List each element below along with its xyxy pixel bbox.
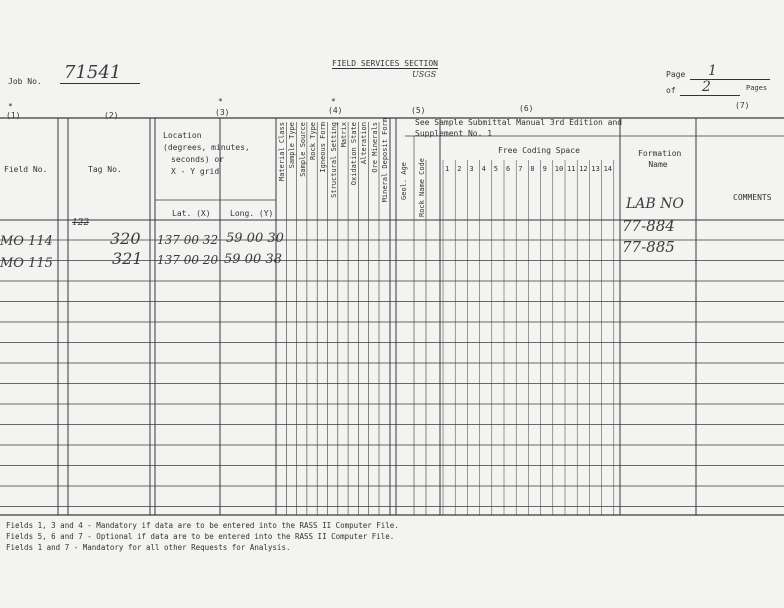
field-no-header: Field No. [4,165,48,174]
property-header: Rock Type [308,122,317,160]
coding-number: 6 [506,165,511,173]
footer-note-2: Fields 5, 6 and 7 - Optional if data are to be entered into the RASS II Computer File. [6,532,395,541]
col-number-7: (7) [735,101,750,110]
comments-header: COMMENTS [733,193,772,202]
row1-long: 59 00 30 [226,231,284,246]
col-number-6: (6) [519,104,534,113]
row2-long: 59 00 38 [224,252,282,267]
property-header: Alteration [360,122,369,165]
page-number: 1 [690,63,770,80]
col-number-2: (2) [104,111,119,120]
lat-header: Lat. (X) [172,209,211,218]
property-header: Mineral Deposit Form [381,118,389,203]
row1-lat: 137 00 32 [157,233,219,247]
property-header: Structural Setting [329,122,338,198]
coding-number: 3 [469,165,474,173]
property-header: Matrix [339,122,348,148]
of-label: of [666,86,676,95]
col-number-5: (5) [411,106,426,115]
coding-number: 9 [542,165,547,173]
property-header: Sample Type [288,122,297,169]
coding-number: 11 [567,165,576,173]
manual-note: See Sample Submittal Manual 3rd Edition and Supplement No. 1 [415,118,623,138]
coding-number: 2 [457,165,462,173]
property-header: Material Class [278,122,286,182]
col-number-3: (3) [215,108,230,117]
job-number: 71541 [60,62,140,84]
lab-no-label: LAB NO [626,196,684,212]
property-header: Oxidation State [350,122,359,186]
property-header: Ore Minerals [370,122,379,173]
property-header: Igneous Form [319,122,328,173]
pages-label: Pages [746,84,768,92]
tag-no-header: Tag No. [88,165,122,174]
row1-field-no: MO 114 [0,234,53,249]
row1-tag-strike: 122 [72,218,90,228]
formation-header: Formation Name [638,149,682,169]
row2-formation: 77-885 [622,238,675,256]
mark-field-1: * [8,102,13,111]
footer-note-1: Fields 1, 3 and 4 - Mandatory if data are to be entered into the RASS II Computer File. [6,521,399,530]
coding-number: 14 [603,165,613,173]
col-number-1: (1) [6,111,21,120]
coding-number: 13 [591,165,600,173]
footer-note-3: Fields 1 and 7 - Mandatory for all other Requests for Analysis. [6,543,291,552]
coding-number: 1 [445,165,450,173]
row1-tag-no: 320 [110,229,141,248]
location-header: Location (degrees, minutes, seconds) or X - Y grid [163,131,250,176]
agency-label: USGS [412,70,437,79]
coding-number: 4 [481,165,486,173]
coding-number: 8 [530,165,535,173]
rock-name-code-header: Rock Name Code [418,158,426,218]
job-label: Job No. [8,77,42,86]
row2-tag-no: 321 [112,249,143,268]
property-header: Sample Source [298,122,307,177]
row1-formation: 77-884 [622,217,675,235]
coding-number: 12 [579,165,588,173]
form-title: FIELD SERVICES SECTION [332,59,438,68]
row2-field-no: MO 115 [0,256,53,271]
footer-notes [6,520,399,553]
coding-number: 7 [518,165,523,173]
col-number-4: (4) [328,106,343,115]
coding-number: 5 [493,165,499,173]
long-header: Long. (Y) [230,209,274,218]
page-total: 2 [680,79,740,96]
row2-lat: 137 00 20 [157,253,219,267]
free-coding-header: Free Coding Space [498,146,580,155]
coding-number: 10 [554,165,564,173]
page-label: Page [666,70,686,79]
geol-age-header: Geol. Age [400,162,408,200]
mark-field-4: * [331,97,336,106]
mark-field-3: * [218,97,223,106]
